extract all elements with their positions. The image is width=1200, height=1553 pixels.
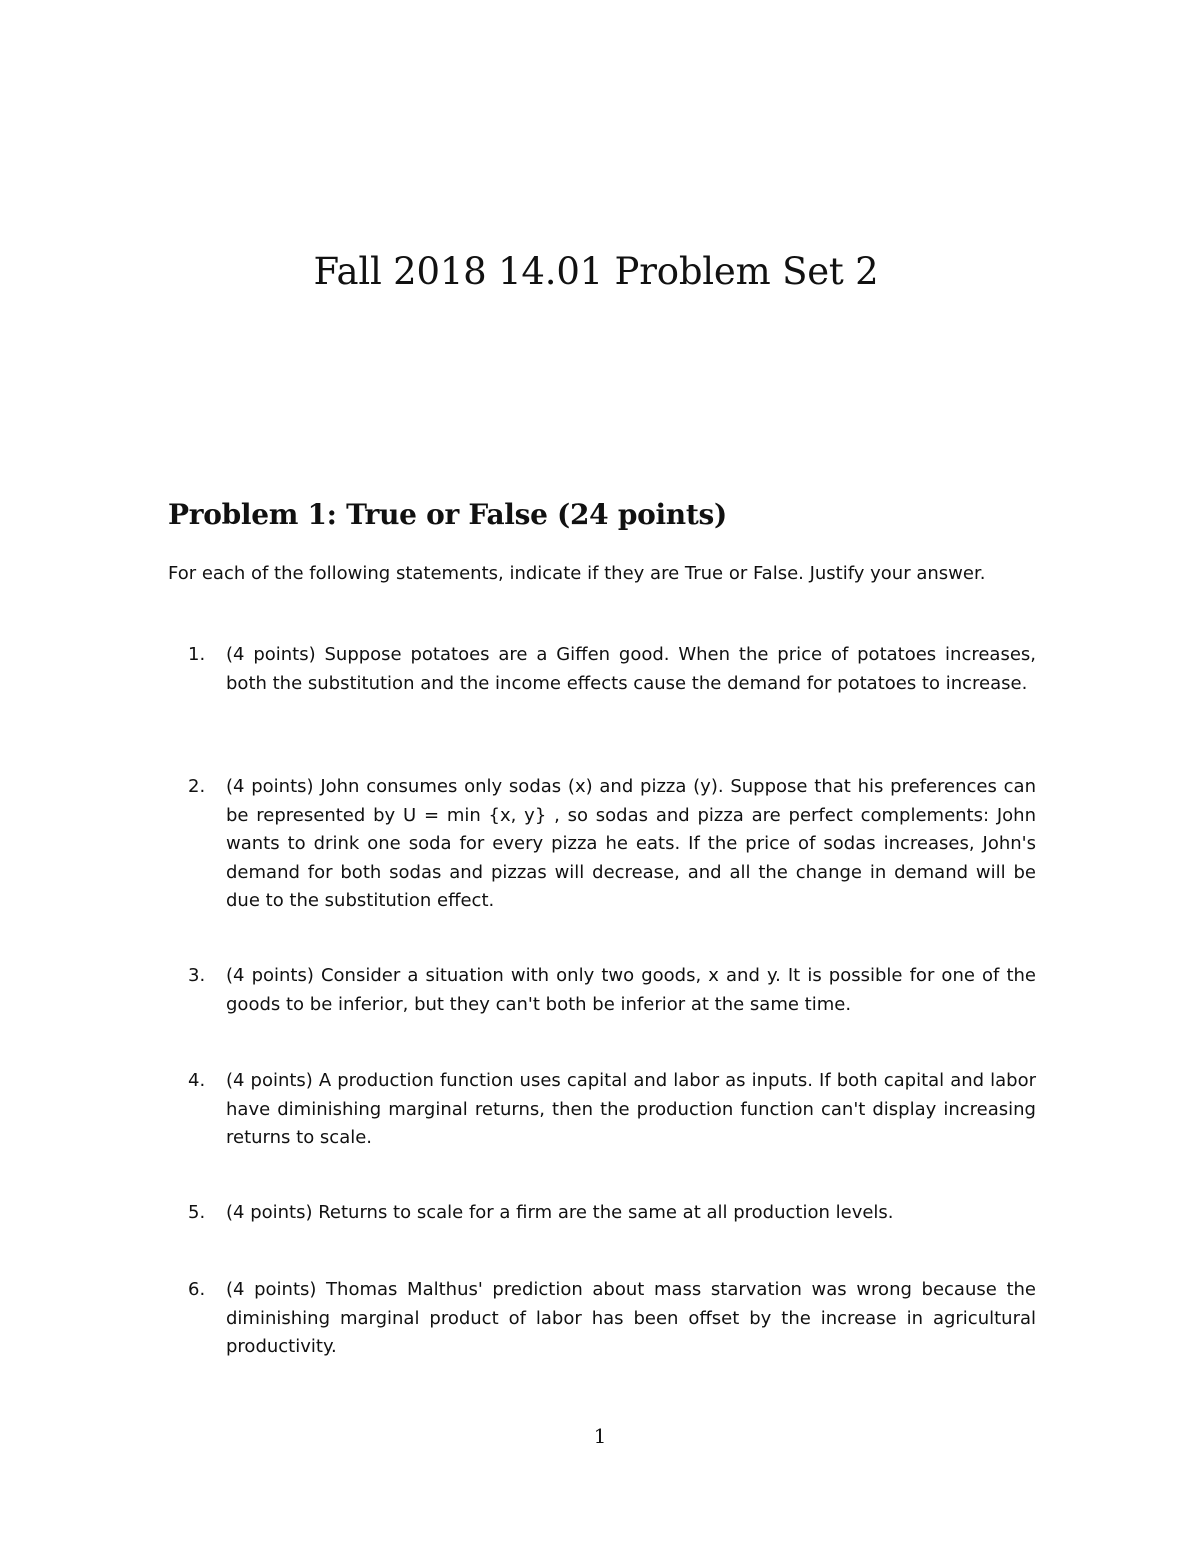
item-text: (4 points) Suppose potatoes are a Giffen good. When the price of potatoes increases, both the substitution and the income effects cause the demand for potatoes to increase. — [226, 644, 1036, 694]
list-item — [168, 641, 1036, 698]
document-title: Fall 2018 14.01 Problem Set 2 — [313, 250, 879, 293]
item-text: (4 points) Thomas Malthus' prediction about mass starvation was wrong because the diminishing marginal product of labor has been offset by the increase in agricultural productivity. — [226, 1279, 1036, 1357]
item-number: 2. — [188, 776, 206, 797]
problem-1-heading: Problem 1: True or False (24 points) — [168, 498, 727, 531]
item-text: (4 points) Returns to scale for a firm are the same at all production levels. — [226, 1202, 894, 1223]
item-text: (4 points) A production function uses capital and labor as inputs. If both capital and labor have diminishing marginal returns, then the production function can't display increasing returns to scale. — [226, 1070, 1036, 1148]
item-text: (4 points) Consider a situation with only two goods, x and y. It is possible for one of the goods to be inferior, but they can't both be inferior at the same time. — [226, 965, 1036, 1015]
list-item — [168, 962, 1036, 1019]
item-text: (4 points) John consumes only sodas (x) and pizza (y). Suppose that his preferences can be represented by U = min {x, y} , so sodas and pizza are perfect complements: John wants to drink one soda for every pizza he eats. If the price of sodas increases, John's demand for both sodas and pizzas will decrease, and all the change in demand will be due to the substitution effect. — [226, 776, 1036, 911]
page-number: 1 — [593, 1424, 607, 1448]
item-number: 4. — [188, 1070, 206, 1091]
list-item — [168, 1067, 1036, 1153]
item-number: 3. — [188, 965, 206, 986]
list-item — [168, 1199, 1036, 1228]
problem-1-intro: For each of the following statements, indicate if they are True or False. Justify your answer. — [168, 563, 986, 584]
item-number: 1. — [188, 644, 206, 665]
item-number: 5. — [188, 1202, 206, 1223]
list-item — [168, 1276, 1036, 1362]
list-item — [168, 773, 1036, 916]
item-number: 6. — [188, 1279, 206, 1300]
